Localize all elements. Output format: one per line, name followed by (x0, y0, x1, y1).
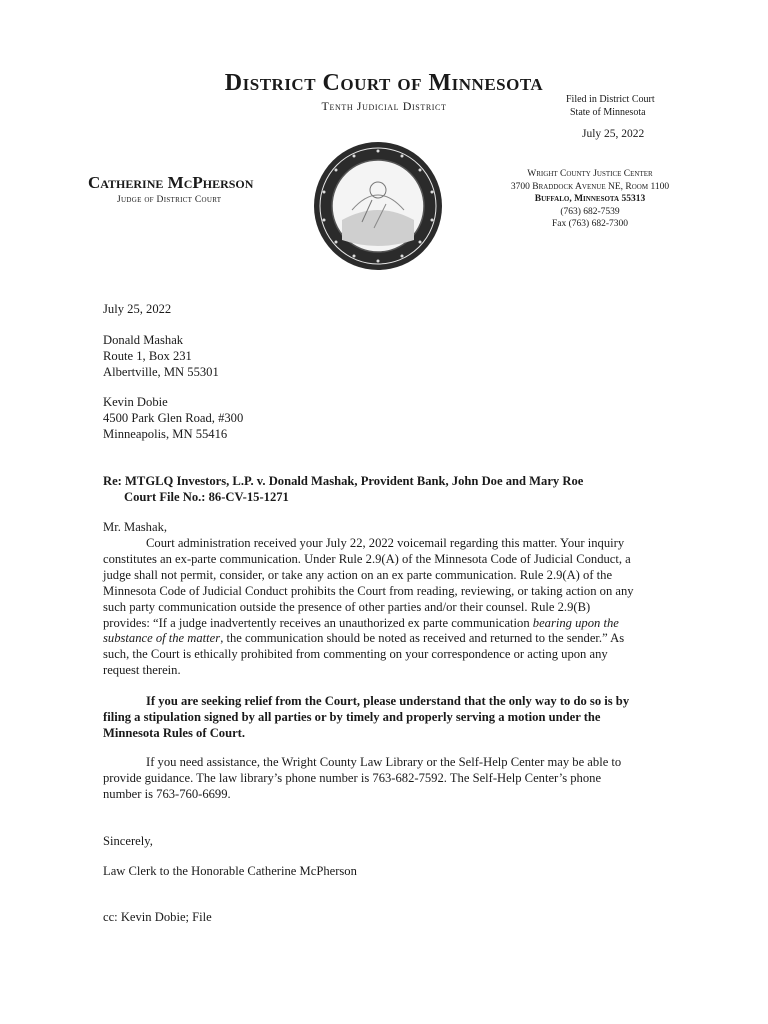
para1-quote-line (103, 616, 659, 632)
para1-line: judge shall not permit, consider, or take any action on an ex parte communication. Rule 2.9(A) of the (103, 567, 613, 582)
filed-date: July 25, 2022 (582, 128, 645, 140)
address-fax: Fax (763) 682-7300 (552, 219, 628, 229)
para2-line: Minnesota Rules of Court. (103, 725, 246, 740)
re-line-case: Re: MTGLQ Investors, L.P. v. Donald Mashak, Provident Bank, John Doe and Mary Roe (103, 474, 584, 488)
quote-start: provides: “If a judge inadvertently receives an unauthorized ex parte communication (103, 615, 533, 630)
salutation: Mr. Mashak, (103, 520, 168, 534)
para1-line: such, the Court is ethically prohibited from commenting on your correspondence or acting upon any (103, 647, 608, 662)
paragraph-3 (103, 755, 659, 803)
judge-title: Judge of District Court (117, 195, 222, 205)
recipient-2-line: Minneapolis, MN 55416 (103, 426, 228, 441)
recipient-1-line: Route 1, Box 231 (103, 348, 192, 363)
recipient-1-line: Albertville, MN 55301 (103, 364, 219, 379)
address-line1: Wright County Justice Center (527, 169, 653, 179)
re-line (103, 474, 659, 506)
para1-quote-line-2 (103, 631, 659, 647)
quote-end: , the communication should be noted as received and returned to the sender.” As (220, 631, 625, 646)
court-address (490, 168, 690, 231)
recipient-block-1 (103, 333, 659, 381)
signature-line: Law Clerk to the Honorable Catherine McPherson (103, 864, 357, 878)
district-name: Tenth Judicial District (321, 99, 447, 113)
filed-stamp-line2: State of Minnesota (570, 107, 646, 118)
address-line2: 3700 Braddock Avenue NE, Room 1100 (510, 181, 670, 192)
quote-emphasis-2: substance of the matter (103, 631, 221, 646)
re-line-file-no: Court File No.: 86-CV-15-1271 (124, 489, 289, 504)
address-line3: Buffalo, Minnesota 55313 (534, 194, 646, 204)
filed-stamp (566, 93, 655, 119)
paragraph-2 (103, 694, 659, 742)
address-phone: (763) 682-7539 (560, 206, 620, 217)
letter-date: July 25, 2022 (103, 302, 172, 316)
judge-name: Catherine McPherson (88, 173, 254, 192)
para1-line: constitutes an ex-parte communication. Under Rule 2.9(A) of the Minnesota Code of Judicial Conduct, a (103, 551, 631, 566)
court-name: District Court of Minnesota (224, 70, 544, 96)
recipient-2-line: Kevin Dobie (103, 395, 168, 409)
cc-line: cc: Kevin Dobie; File (103, 910, 212, 924)
recipient-1-line: Donald Mashak (103, 333, 184, 347)
recipient-2-line: 4500 Park Glen Road, #300 (103, 410, 244, 425)
filed-stamp-line1: Filed in District Court (566, 94, 655, 105)
para3-line: provide guidance. The law library’s phone number is 763-682-7592. The Self-Help Center’s phone (103, 770, 602, 785)
para2-line: filing a stipulation signed by all parties or by timely and properly serving a motion under the (103, 709, 601, 724)
court-seal-icon (312, 140, 444, 272)
para1-line: Court administration received your July 22, 2022 voicemail regarding this matter. Your inquiry (146, 536, 625, 550)
para2-line: If you are seeking relief from the Court, please understand that the only way to do so is by (146, 694, 630, 708)
para1-line: request therein. (103, 663, 181, 678)
para3-line: If you need assistance, the Wright County Law Library or the Self-Help Center may be able to (146, 755, 622, 769)
recipient-block-2 (103, 395, 659, 443)
paragraph-1 (103, 536, 659, 679)
quote-emphasis-1: bearing upon the (532, 615, 619, 630)
closing: Sincerely, (103, 834, 153, 848)
para1-line: such party communication outside the presence of other parties and/or their counsel. Rule 2.9(B) (103, 599, 591, 614)
para3-line: number is 763-760-6699. (103, 786, 231, 801)
para1-line: Minnesota Code of Judicial Conduct prohibits the Court from reading, reviewing, or taking action on any (103, 583, 634, 598)
